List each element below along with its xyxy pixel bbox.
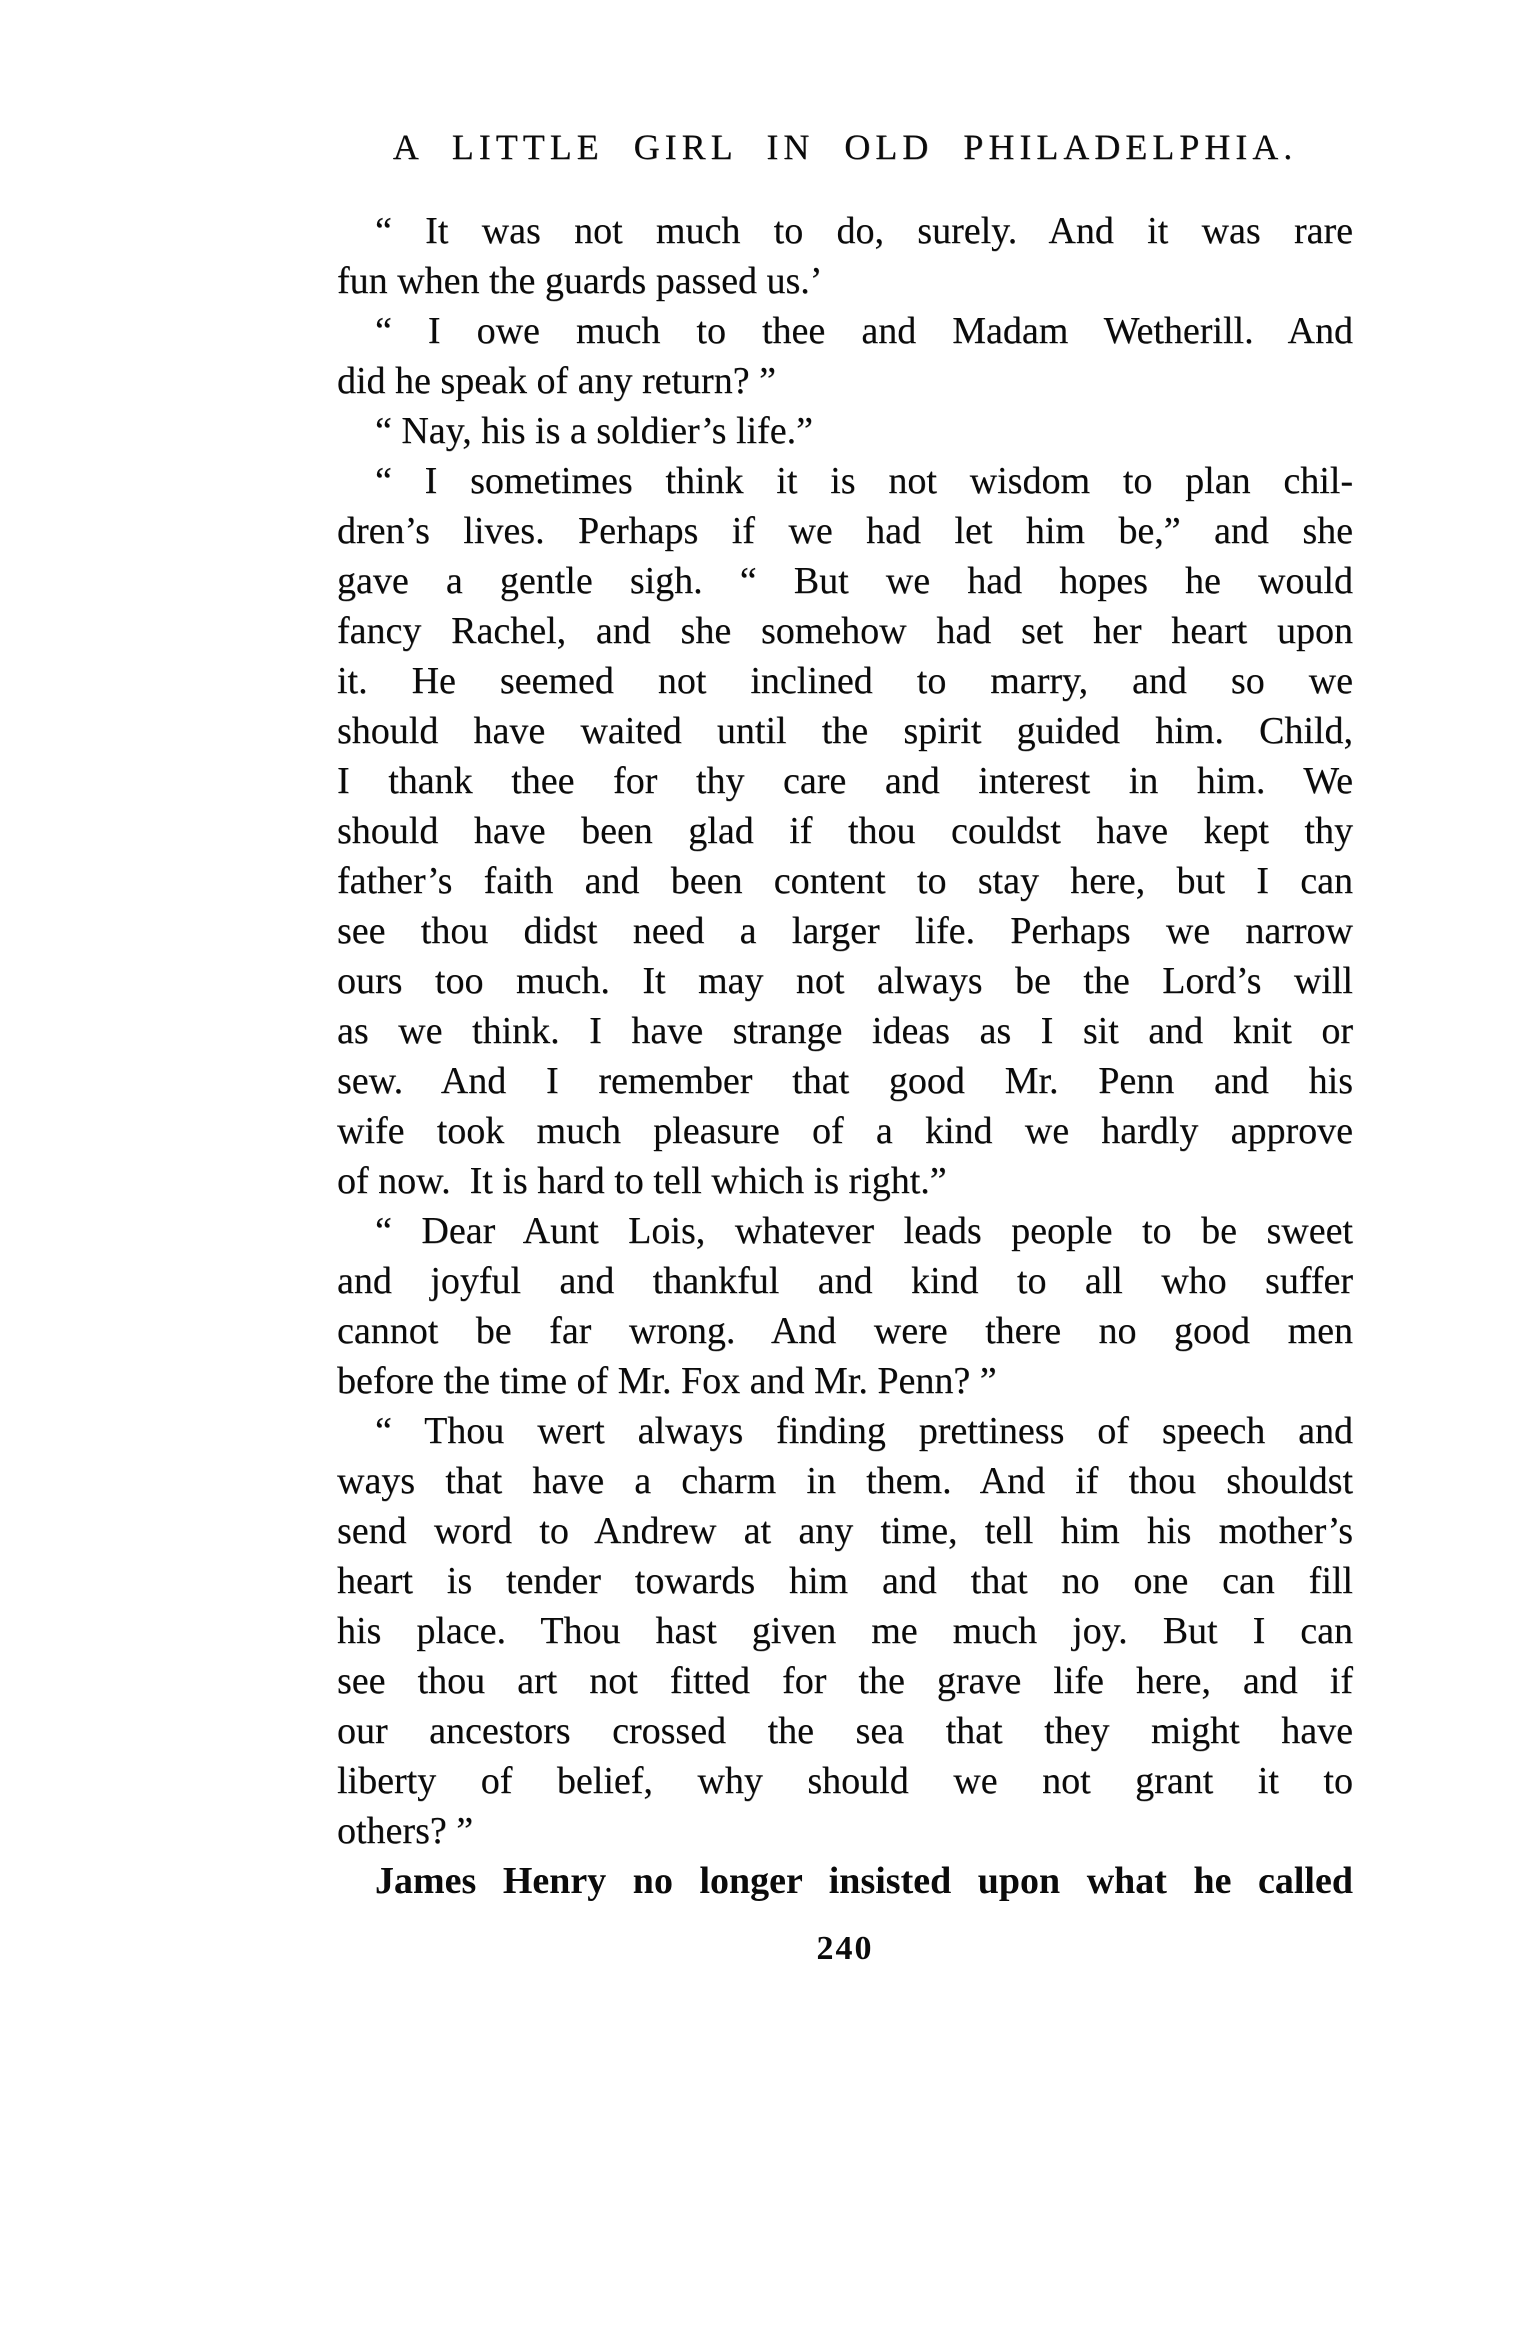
text-line: “ Thou wert always finding prettiness of speech and [375, 1410, 1353, 1452]
text-line: and joyful and thankful and kind to all who suffer [337, 1260, 1353, 1302]
text-line: sew. And I remember that good Mr. Penn and his [337, 1060, 1353, 1102]
text-line: ours too much. It may not always be the Lord’s will [337, 960, 1353, 1002]
text-line: “ I owe much to thee and Madam Wetherill. And [375, 310, 1353, 352]
text-line: “ I sometimes think it is not wisdom to plan chil- [375, 460, 1353, 502]
text-line: James Henry no longer insisted upon what he called [375, 1860, 1353, 1902]
text-line: heart is tender towards him and that no one can fill [337, 1560, 1353, 1602]
text-line: fancy Rachel, and she somehow had set her heart upon [337, 610, 1353, 652]
running-header: A LITTLE GIRL IN OLD PHILADELPHIA. [392, 127, 1298, 167]
text-line: our ancestors crossed the sea that they might have [337, 1710, 1353, 1752]
text-line: “ Nay, his is a soldier’s life.” [375, 410, 813, 452]
text-line: I thank thee for thy care and interest in him. We [337, 760, 1353, 802]
text-line: his place. Thou hast given me much joy. But I can [337, 1610, 1353, 1652]
text-line: should have waited until the spirit guided him. Child, [337, 710, 1353, 752]
text-line: see thou art not fitted for the grave life here, and if [337, 1660, 1353, 1702]
text-line: “ It was not much to do, surely. And it was rare [375, 210, 1353, 252]
text-line: before the time of Mr. Fox and Mr. Penn? ” [337, 1360, 997, 1402]
text-line: “ Dear Aunt Lois, whatever leads people to be sweet [375, 1210, 1353, 1252]
text-line: liberty of belief, why should we not grant it to [337, 1760, 1353, 1802]
page-number: 240 [816, 1930, 874, 1967]
text-line: ways that have a charm in them. And if thou shouldst [337, 1460, 1353, 1502]
text-line: should have been glad if thou couldst have kept thy [337, 810, 1353, 852]
text-line: it. He seemed not inclined to marry, and so we [337, 660, 1353, 702]
text-line: gave a gentle sigh. “ But we had hopes he would [337, 560, 1353, 602]
text-line: send word to Andrew at any time, tell him his mother’s [337, 1510, 1353, 1552]
text-line: as we think. I have strange ideas as I sit and knit or [337, 1010, 1353, 1052]
text-line: dren’s lives. Perhaps if we had let him be,” and she [337, 510, 1353, 552]
body-text-block [337, 206, 1353, 1906]
text-line: others? ” [337, 1810, 474, 1852]
text-line: father’s faith and been content to stay here, but I can [337, 860, 1353, 902]
text-line: wife took much pleasure of a kind we hardly approve [337, 1110, 1353, 1152]
text-line: of now. It is hard to tell which is right.” [337, 1160, 947, 1202]
text-line: fun when the guards passed us.’ [337, 260, 823, 302]
text-line: cannot be far wrong. And were there no good men [337, 1310, 1353, 1352]
text-line: did he speak of any return? ” [337, 360, 776, 402]
text-line: see thou didst need a larger life. Perhaps we narrow [337, 910, 1353, 952]
